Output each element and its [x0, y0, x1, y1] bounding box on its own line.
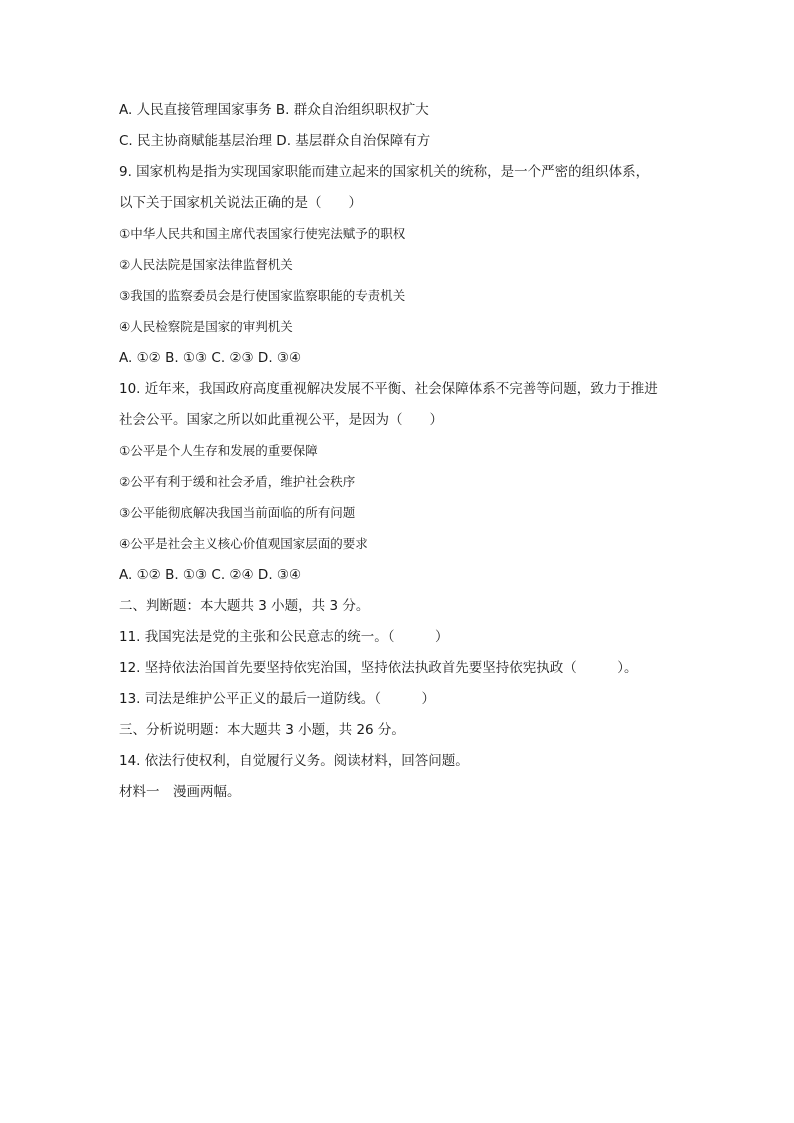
- q12: 12. 坚持依法治国首先要坚持依宪治国，坚持依法执政首先要坚持依宪执政（ ）。: [119, 660, 638, 676]
- q13: 13. 司法是维护公平正义的最后一道防线。（ ）: [119, 691, 436, 707]
- q11: 11. 我国宪法是党的主张和公民意志的统一。（ ）: [119, 629, 449, 645]
- q9-stem-line2: 以下关于国家机关说法正确的是（ ）: [119, 195, 362, 211]
- q8-options-cd: C. 民主协商赋能基层治理 D. 基层群众自治保障有方: [119, 133, 431, 149]
- q9-item-2: ②人民法院是国家法律监督机关: [119, 257, 293, 272]
- q10-item-3: ③公平能彻底解决我国当前面临的所有问题: [119, 505, 356, 520]
- q8-options-ab: A. 人民直接管理国家事务 B. 群众自治组织职权扩大: [119, 102, 429, 118]
- page-content: [119, 100, 679, 813]
- q9-item-3: ③我国的监察委员会是行使国家监察职能的专责机关: [119, 288, 406, 303]
- material1: 材料一 漫画两幅。: [119, 784, 241, 800]
- q9-options: A. ①② B. ①③ C. ②③ D. ③④: [119, 350, 302, 366]
- q10-item-4: ④公平是社会主义核心价值观国家层面的要求: [119, 536, 368, 551]
- q9-stem-line1: 9. 国家机构是指为实现国家职能而建立起来的国家机关的统称，是一个严密的组织体系，: [119, 164, 650, 180]
- q9-item-4: ④人民检察院是国家的审判机关: [119, 319, 293, 334]
- section2-heading: 二、判断题：本大题共 3 小题，共 3 分。: [119, 598, 370, 614]
- q10-stem-line2: 社会公平。国家之所以如此重视公平，是因为（ ）: [119, 412, 443, 428]
- q10-stem-line1: 10. 近年来，我国政府高度重视解决发展不平衡、社会保障体系不完善等问题，致力于推进: [119, 381, 658, 397]
- q10-options: A. ①② B. ①③ C. ②④ D. ③④: [119, 567, 302, 583]
- q9-item-1: ①中华人民共和国主席代表国家行使宪法赋予的职权: [119, 226, 406, 241]
- q10-item-1: ①公平是个人生存和发展的重要保障: [119, 443, 318, 458]
- section3-heading: 三、分析说明题：本大题共 3 小题，共 26 分。: [119, 722, 405, 738]
- q14: 14. 依法行使权利，自觉履行义务。阅读材料，回答问题。: [119, 753, 469, 769]
- q10-item-2: ②公平有利于缓和社会矛盾，维护社会秩序: [119, 474, 356, 489]
